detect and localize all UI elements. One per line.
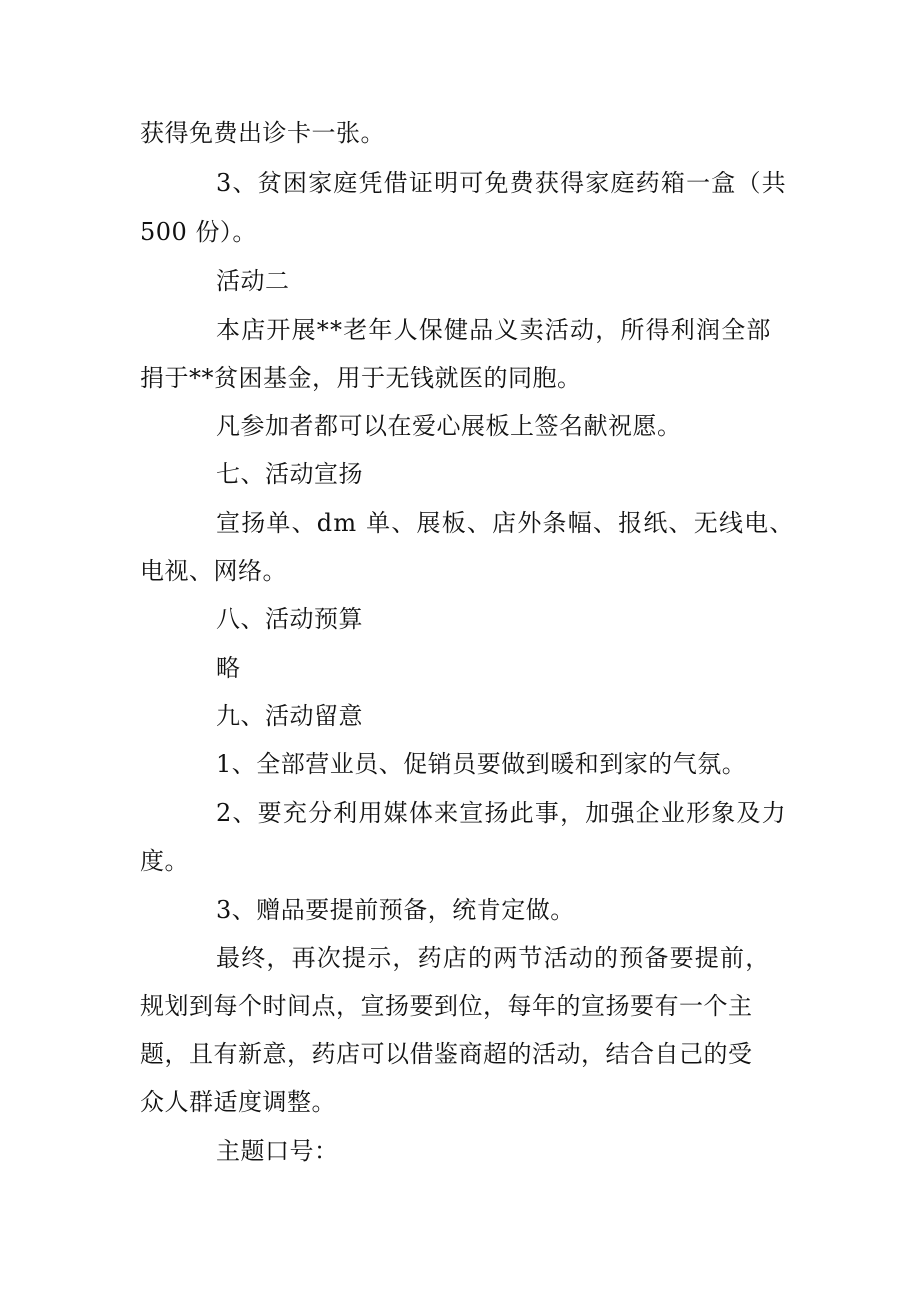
text-line: 宣扬单、dm 单、展板、店外条幅、报纸、无线电、 — [216, 509, 795, 537]
text-line: 略 — [216, 654, 241, 682]
text-line: 500 份）。 — [140, 218, 257, 246]
text-line: 题，且有新意，药店可以借鉴商超的活动，结合自己的受 — [140, 1040, 753, 1068]
text-line: 1、全部营业员、促销员要做到暖和到家的气氛。 — [216, 750, 747, 778]
text-line: 众人群适度调整。 — [140, 1088, 336, 1116]
text-line: 本店开展**老年人保健品义卖活动，所得利润全部 — [216, 316, 772, 344]
section-heading: 活动二 — [216, 267, 290, 295]
text-line: 电视、网络。 — [140, 557, 287, 585]
section-heading: 主题口号： — [216, 1137, 339, 1165]
text-line: 2、要充分利用媒体来宣扬此事，加强企业形象及力 — [216, 799, 787, 827]
section-heading: 八、活动预算 — [216, 605, 363, 633]
section-heading: 七、活动宣扬 — [216, 460, 363, 488]
section-heading: 九、活动留意 — [216, 702, 363, 730]
text-line: 度。 — [140, 847, 189, 875]
text-line: 3、贫困家庭凭借证明可免费获得家庭药箱一盒（共 — [216, 169, 787, 197]
text-line: 捐于**贫困基金，用于无钱就医的同胞。 — [140, 364, 582, 392]
text-line: 最终，再次提示，药店的两节活动的预备要提前， — [216, 944, 771, 972]
text-line: 获得免费出诊卡一张。 — [140, 119, 385, 147]
text-line: 规划到每个时间点，宣扬要到位，每年的宣扬要有一个主 — [140, 992, 753, 1020]
text-line: 3、赠品要提前预备，统肯定做。 — [216, 896, 575, 924]
text-line: 凡参加者都可以在爱心展板上签名献祝愿。 — [216, 412, 682, 440]
